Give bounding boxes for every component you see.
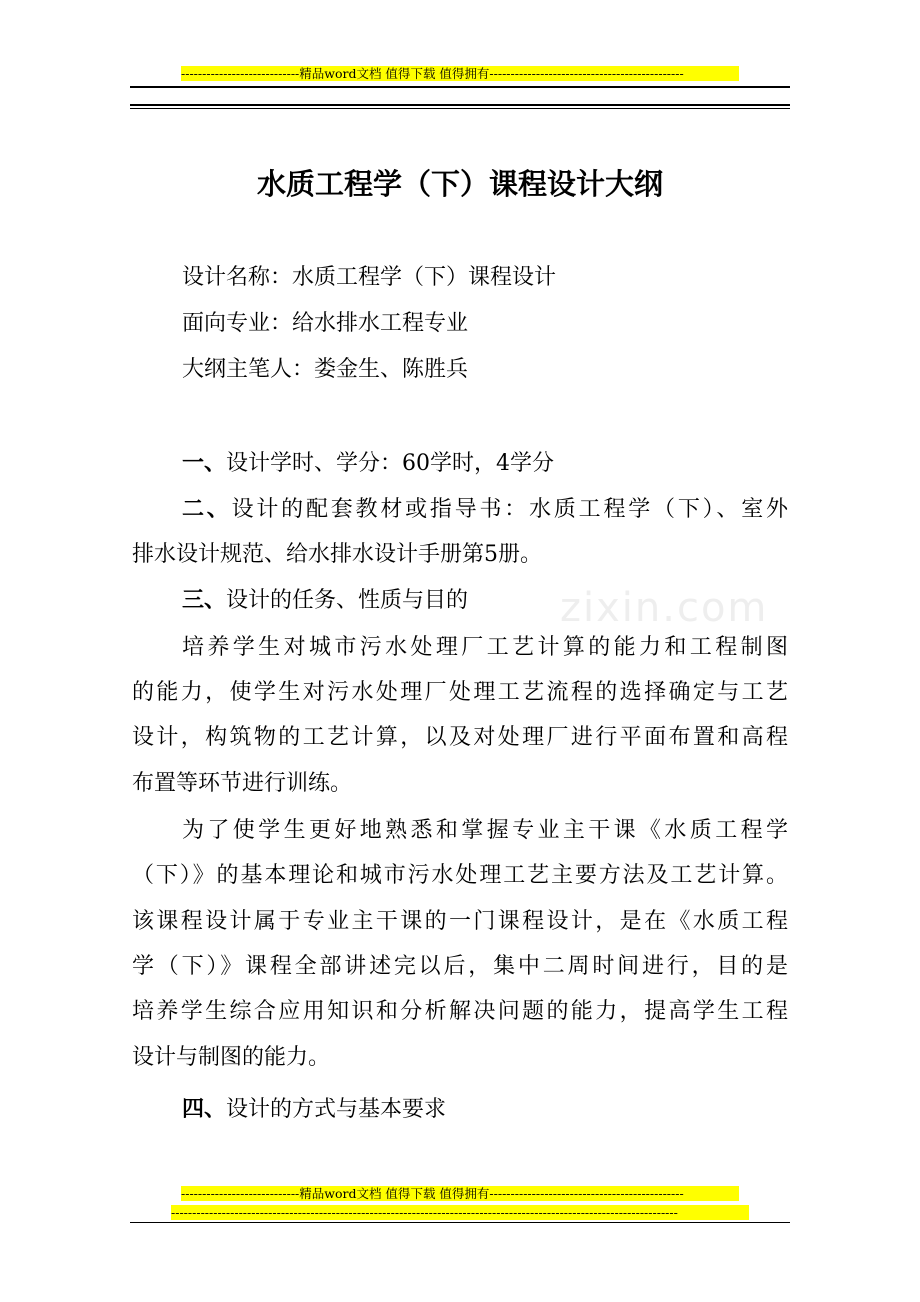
paragraph-2-line-2: （下）》的基本理论和城市污水处理工艺主要方法及工艺计算。 — [132, 863, 788, 888]
footer-dashes: ------------------------------------------------------------------------------------------------------------------------ — [171, 1205, 749, 1220]
paragraph-2-line-3: 该课程设计属于专业主干课的一门课程设计，是在《水质工程 — [132, 909, 788, 934]
section-2-text: 设计的配套教材或指导书：水质工程学（下）、室外 — [231, 497, 788, 522]
footer-banner: ----------------------------精品word文档 值得下载 值得拥有---------------------------------------------- — [181, 1186, 739, 1201]
section-1 — [182, 448, 554, 480]
paragraph-1-line-2: 的能力，使学生对污水处理厂处理工艺流程的选择确定与工艺 — [132, 680, 788, 705]
section-3-text: 设计的任务、性质与目的 — [226, 588, 469, 613]
paragraph-2-line-4: 学（下）》课程全部讲述完以后，集中二周时间进行，目的是 — [132, 954, 788, 979]
section-4-number: 四、 — [182, 1097, 227, 1122]
section-1-text: 设计学时、学分：60学时，4学分 — [226, 451, 555, 476]
header-double-rule-top — [130, 104, 790, 106]
header-banner: ----------------------------精品word文档 值得下载 值得拥有---------------------------------------------- — [181, 66, 739, 81]
watermark: zixin.com — [560, 585, 769, 631]
section-4-text: 设计的方式与基本要求 — [226, 1097, 447, 1122]
paragraph-2-line-1: 为了使学生更好地熟悉和掌握专业主干课《水质工程学 — [182, 818, 788, 843]
section-2-line-2: 排水设计规范、给水排水设计手册第5册。 — [132, 542, 542, 567]
meta-design-name: 设计名称：水质工程学（下）课程设计 — [182, 265, 557, 290]
section-4 — [182, 1094, 446, 1126]
header-double-rule-bottom — [130, 108, 790, 109]
meta-major: 面向专业：给水排水工程专业 — [182, 311, 469, 336]
paragraph-2-line-6: 设计与制图的能力。 — [132, 1045, 331, 1070]
footer-rule — [130, 1222, 790, 1223]
section-3 — [182, 585, 468, 617]
section-2-number: 二、 — [182, 497, 232, 522]
document-title: 水质工程学（下）课程设计大纲 — [256, 167, 663, 201]
meta-authors: 大纲主笔人：娄金生、陈胜兵 — [182, 357, 469, 382]
section-3-number: 三、 — [182, 588, 227, 613]
paragraph-2-line-5: 培养学生综合应用知识和分析解决问题的能力，提高学生工程 — [132, 999, 788, 1024]
section-1-number: 一、 — [182, 451, 227, 476]
paragraph-1-line-4: 布置等环节进行训练。 — [132, 771, 353, 796]
paragraph-1-line-3: 设计，构筑物的工艺计算，以及对处理厂进行平面布置和高程 — [132, 725, 788, 750]
header-rule — [130, 86, 790, 88]
section-2-line-1 — [182, 494, 788, 526]
paragraph-1-line-1: 培养学生对城市污水处理厂工艺计算的能力和工程制图 — [182, 635, 788, 660]
